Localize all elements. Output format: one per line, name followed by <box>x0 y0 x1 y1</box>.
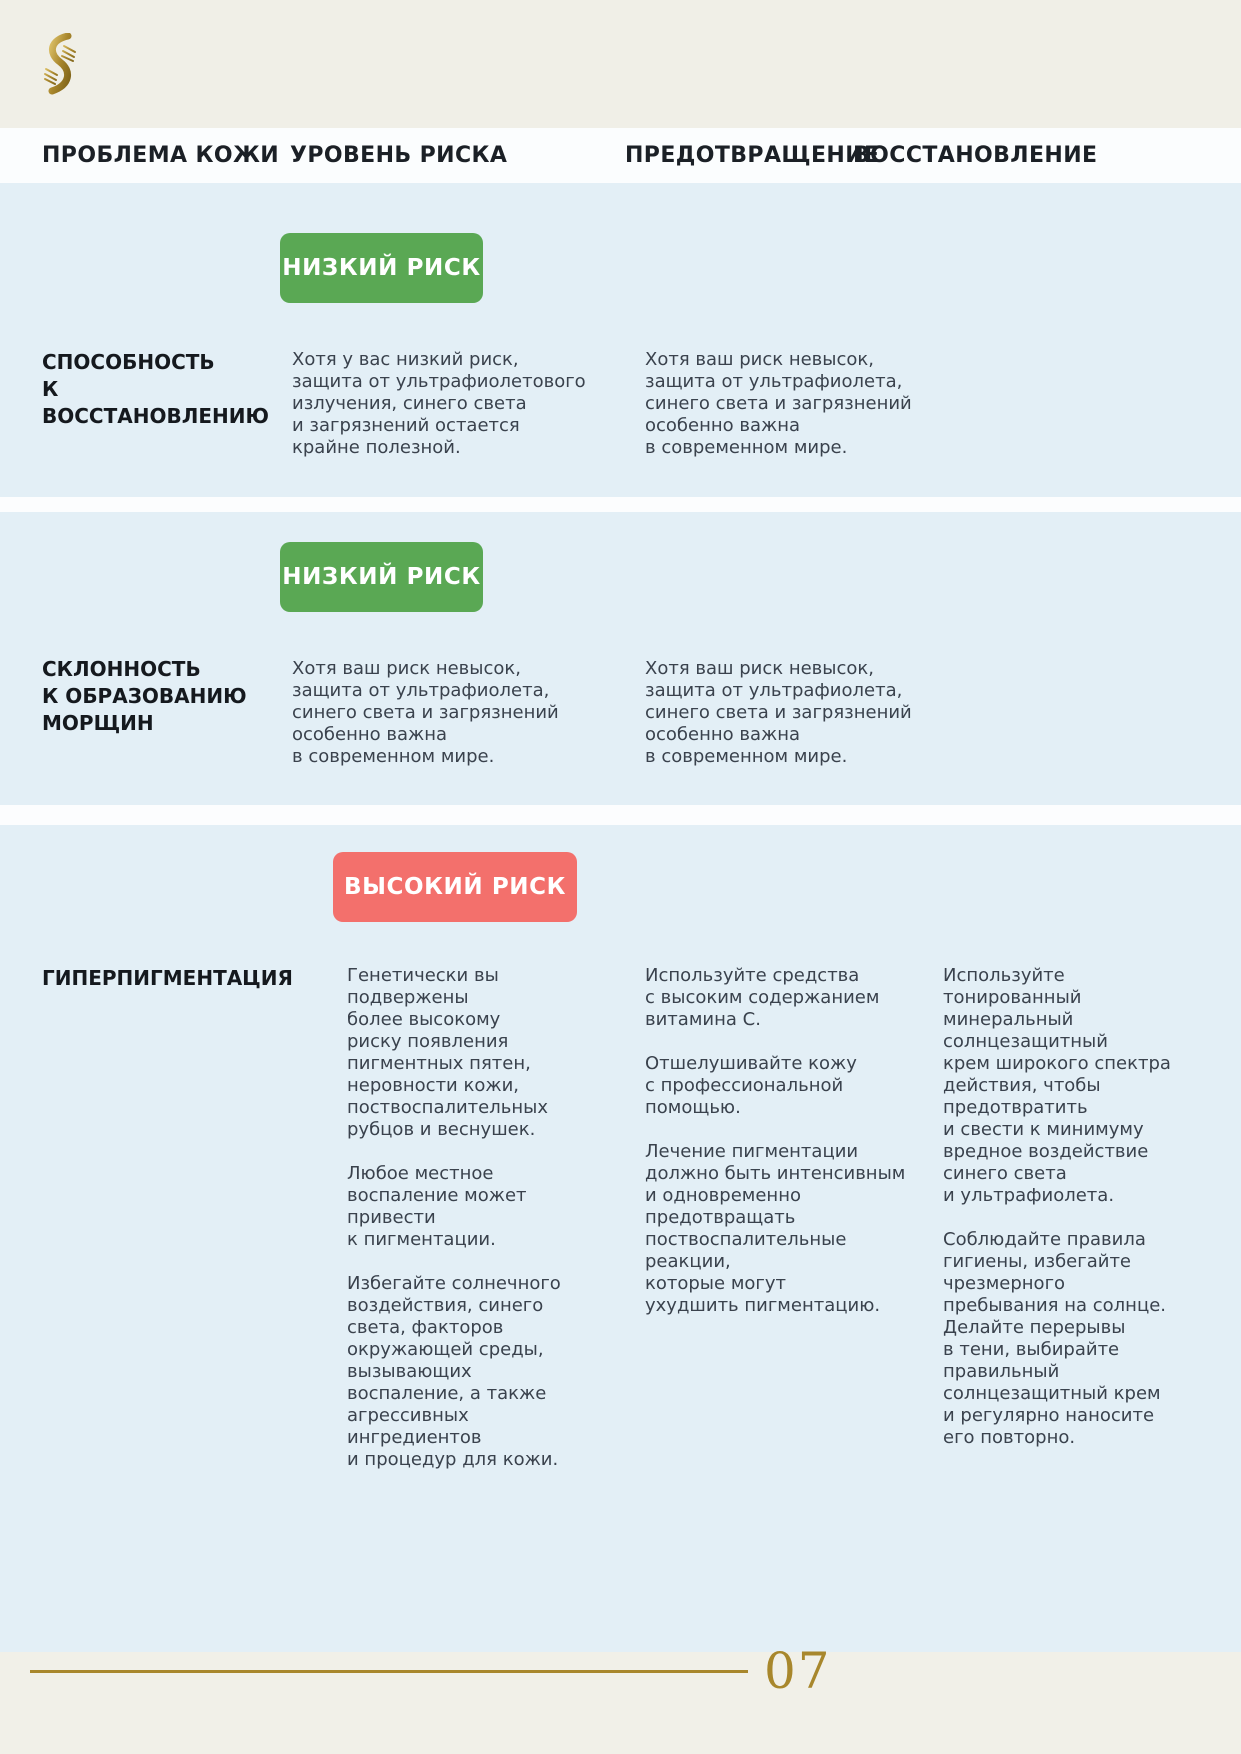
risk-badge <box>280 233 483 303</box>
top-beige-band <box>0 0 1241 128</box>
recovery-text: Используйте тонированный минеральный солнцезащитный крем широкого спектра действия, чтобы предотвратить и свести к минимуму вредное воздействие синего света и ультрафиолета. Соблюдайте правила гигиены, избегайте чрезмерного пребывания на солнце. Делайте перерывы в тени, выбирайте правильный солнцезащитный крем и регулярно наносите его повторно. <box>943 965 1171 1448</box>
risk-badge-label: НИЗКИЙ РИСК <box>282 255 481 281</box>
section-hyperpigmentation <box>0 825 1241 1652</box>
prevention-text: Хотя ваш риск невысок, защита от ультрафиолета, синего света и загрязнений особенно важна в современном мире. <box>645 658 912 767</box>
problem-title: ГИПЕРПИГМЕНТАЦИЯ <box>42 966 293 990</box>
dna-helix-icon <box>42 33 78 95</box>
prevention-text: Используйте средства с высоким содержанием витамина C. Отшелушивайте кожу с профессиональной помощью. Лечение пигментации должно быть интенсивным и одновременно предотвращать поствоспалительные реакции, которые могут ухудшить пигментацию. <box>645 965 906 1316</box>
section-recovery-ability <box>0 183 1241 497</box>
risk-text: Хотя у вас низкий риск, защита от ультрафиолетового излучения, синего света и загрязнений остается крайне полезной. <box>292 349 586 458</box>
prevention-text: Хотя ваш риск невысок, защита от ультрафиолета, синего света и загрязнений особенно важна в современном мире. <box>645 349 912 458</box>
footer-divider-line <box>30 1670 748 1673</box>
column-header-recovery: ВОССТАНОВЛЕНИЕ <box>853 142 1098 168</box>
problem-title: СКЛОННОСТЬ К ОБРАЗОВАНИЮ МОРЩИН <box>42 657 247 735</box>
risk-badge-label: НИЗКИЙ РИСК <box>282 564 481 590</box>
column-header-risk-level: УРОВЕНЬ РИСКА <box>290 142 508 168</box>
risk-text: Хотя ваш риск невысок, защита от ультрафиолета, синего света и загрязнений особенно важна в современном мире. <box>292 658 559 767</box>
column-header-skin-problem: ПРОБЛЕМА КОЖИ <box>42 142 280 168</box>
page-number: 07 <box>764 1642 832 1700</box>
risk-badge <box>280 542 483 612</box>
table-header-row <box>0 128 1241 182</box>
risk-badge-label: ВЫСОКИЙ РИСК <box>343 874 567 900</box>
risk-text: Генетически вы подвержены более высокому риску появления пигментных пятен, неровности кожи, поствоспалительных рубцов и веснушек. Любое местное воспаление может привести к пигментации. Избегайте солнечного воздействия, синего света, факторов окружающей среды, вызывающих воспаление, а также агрессивных ингредиентов и процедур для кожи. <box>347 965 561 1470</box>
column-header-prevention: ПРЕДОТВРАЩЕНИЕ <box>625 142 880 168</box>
problem-title: СПОСОБНОСТЬ К ВОССТАНОВЛЕНИЮ <box>42 350 269 428</box>
risk-badge <box>333 852 577 922</box>
section-wrinkle-tendency <box>0 512 1241 805</box>
page-footer <box>0 1642 1241 1754</box>
